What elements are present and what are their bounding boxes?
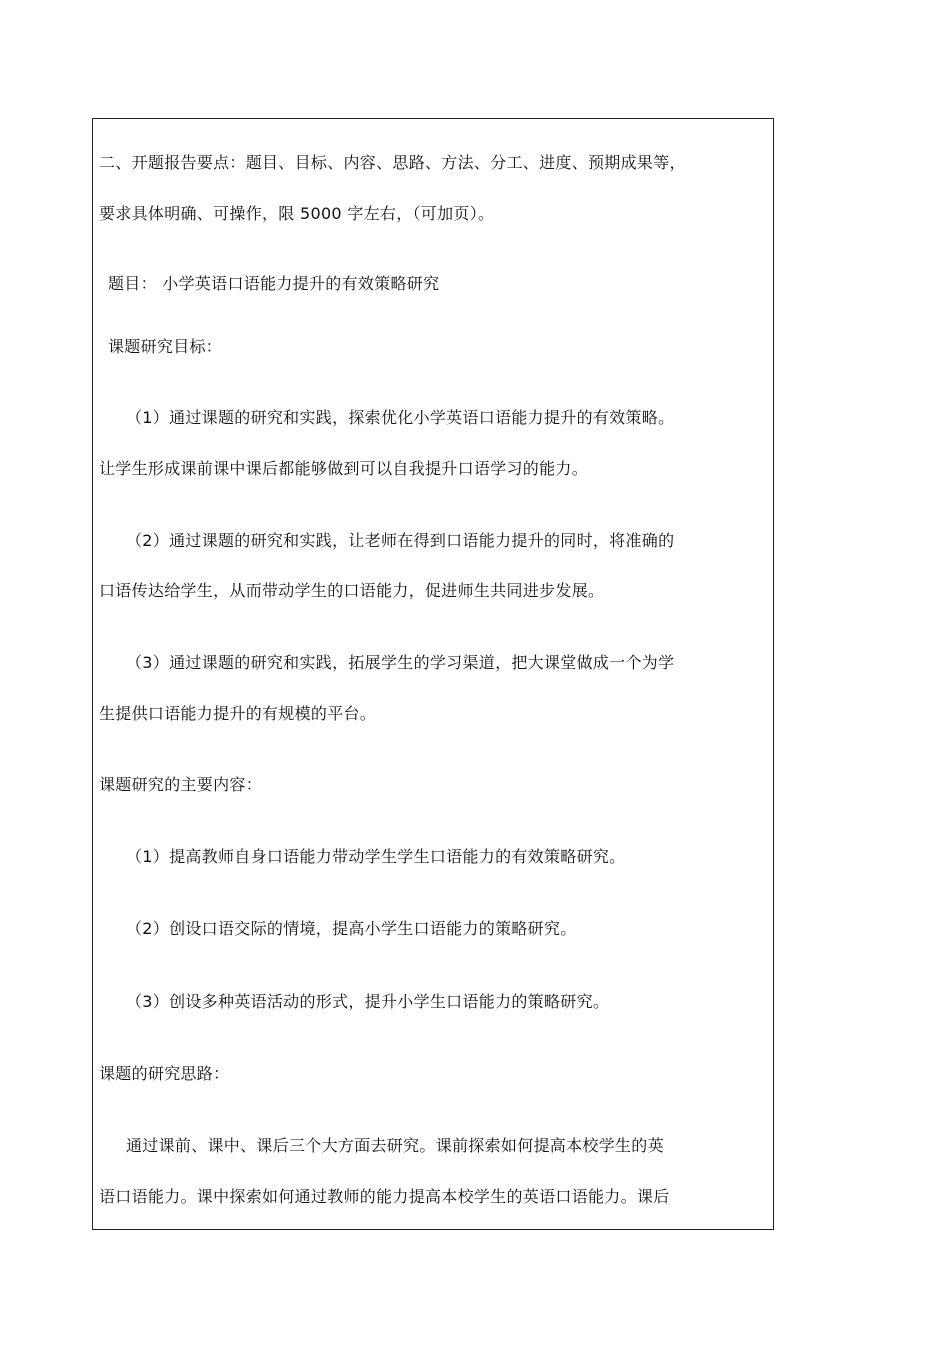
header-line-1: 二、开题报告要点：题目、目标、内容、思路、方法、分工、进度、预期成果等， bbox=[99, 153, 686, 172]
goal-2-line-1: （2）通过课题的研究和实践，让老师在得到口语能力提升的同时，将准确的 bbox=[126, 531, 675, 550]
topic-title: 题目： 小学英语口语能力提升的有效策略研究 bbox=[108, 274, 440, 293]
content-heading: 课题研究的主要内容： bbox=[99, 775, 263, 794]
goal-1-line-1: （1）通过课题的研究和实践，探索优化小学英语口语能力提升的有效策略。 bbox=[126, 408, 675, 427]
approach-line-1: 通过课前、课中、课后三个大方面去研究。课前探索如何提高本校学生的英 bbox=[126, 1136, 664, 1155]
content-item-1: （1）提高教师自身口语能力带动学生学生口语能力的有效策略研究。 bbox=[126, 847, 626, 866]
goals-heading: 课题研究目标： bbox=[108, 337, 223, 356]
approach-line-2: 语口语能力。课中探索如何通过教师的能力提高本校学生的英语口语能力。课后 bbox=[99, 1187, 670, 1206]
approach-heading: 课题的研究思路： bbox=[99, 1064, 230, 1083]
goal-3-line-2: 生提供口语能力提升的有规模的平台。 bbox=[99, 704, 377, 723]
goal-3-line-1: （3）通过课题的研究和实践，拓展学生的学习渠道，把大课堂做成一个为学 bbox=[126, 653, 675, 672]
content-item-3: （3）创设多种英语活动的形式，提升小学生口语能力的策略研究。 bbox=[126, 992, 610, 1011]
content-item-2: （2）创设口语交际的情境，提高小学生口语能力的策略研究。 bbox=[126, 919, 577, 938]
header-line-2: 要求具体明确、可操作，限 5000 字左右，（可加页）。 bbox=[99, 204, 495, 223]
goal-1-line-2: 让学生形成课前课中课后都能够做到可以自我提升口语学习的能力。 bbox=[99, 459, 589, 478]
goal-2-line-2: 口语传达给学生，从而带动学生的口语能力，促进师生共同进步发展。 bbox=[99, 581, 605, 600]
